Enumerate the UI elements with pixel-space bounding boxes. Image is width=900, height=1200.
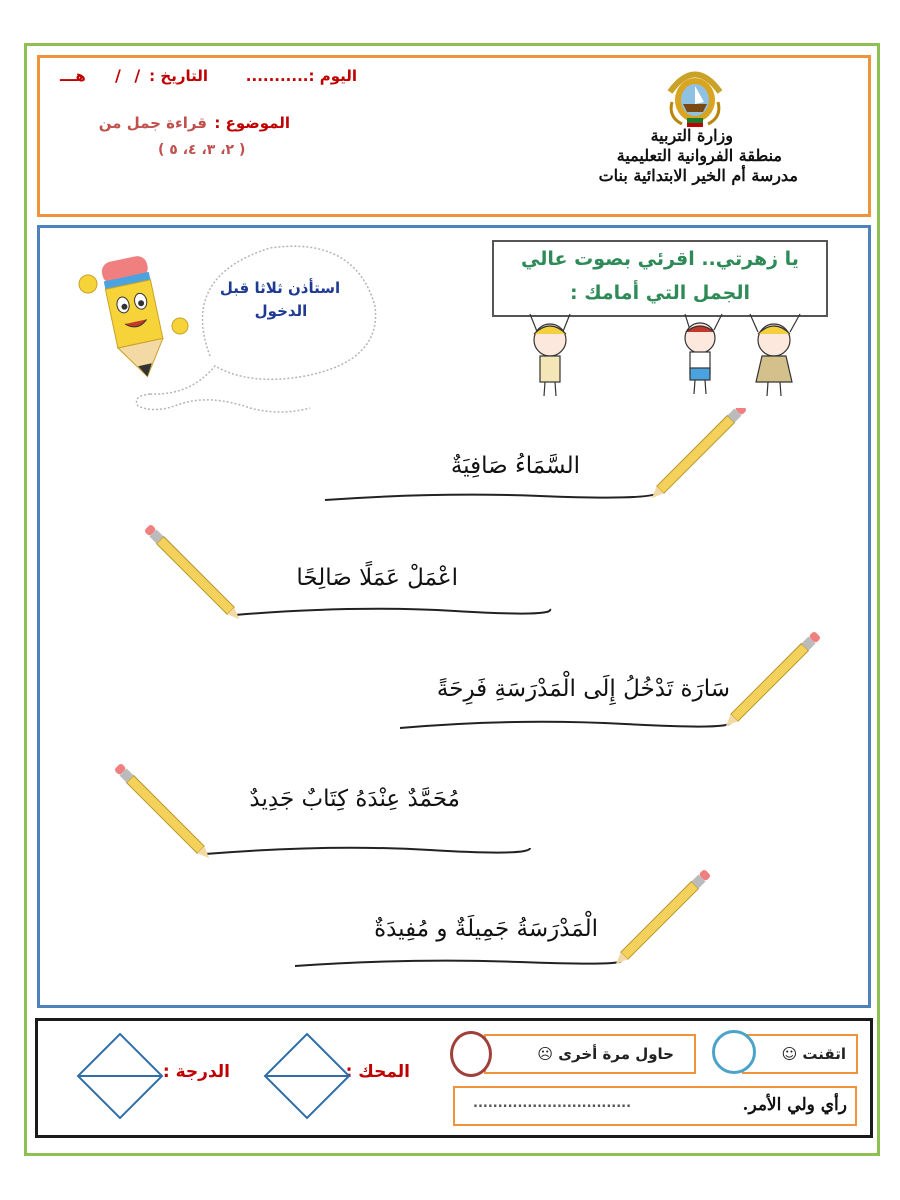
- writing-line-3: [395, 628, 835, 738]
- writing-line-4: [100, 752, 540, 862]
- bubble-line-2: الدخول: [254, 302, 308, 320]
- grade-diamond: [74, 1030, 166, 1122]
- instruction-banner: [492, 240, 828, 317]
- grade-label: الدرجة :: [162, 1062, 230, 1082]
- subject-value: قراءة جمل من: [98, 114, 207, 132]
- banner-line-1: يا زهرتي.. اقرئي بصوت عالي: [521, 248, 799, 270]
- mastered-label: اتقنت ☺: [781, 1045, 846, 1063]
- sentence-2: اعْمَلْ عَمَلًا صَالِحًا: [296, 565, 458, 591]
- sentence-5: الْمَدْرَسَةُ جَمِيلَةٌ و مُفِيدَةٌ: [374, 916, 598, 942]
- try-again-box: [484, 1034, 696, 1074]
- subject-label: الموضوع :: [214, 114, 290, 132]
- criterion-diamond: [261, 1030, 353, 1122]
- pencil-mascot-icon: [74, 248, 194, 388]
- writing-line-1: [320, 408, 760, 508]
- bubble-line-1: استأذن ثلاثا قبل: [219, 279, 341, 297]
- date-slashes: / /: [115, 66, 145, 85]
- writing-line-5: [290, 866, 730, 976]
- ministry-name: وزارة التربية: [650, 126, 733, 145]
- children-illustration-icon: [500, 312, 820, 400]
- sentence-3: سَارَة تَدْخُلُ إِلَى الْمَدْرَسَةِ فَرِحَةً: [436, 676, 730, 702]
- parent-opinion-dots: ................................: [473, 1096, 632, 1111]
- school-name: مدرسة أم الخير الابتدائية بنات: [598, 166, 798, 185]
- date-label: التاريخ :: [149, 67, 208, 85]
- hijri-suffix: هـــ: [60, 67, 86, 85]
- region-name: منطقة الفروانية التعليمية: [616, 146, 782, 165]
- banner-line-2: الجمل التي أمامك :: [570, 282, 750, 304]
- writing-line-2: [125, 515, 565, 625]
- ministry-emblem-icon: [660, 62, 730, 132]
- lesson-numbers: ( ٢، ٣، ٤، ٥ ): [158, 142, 246, 158]
- try-again-circle[interactable]: [450, 1031, 492, 1077]
- sentence-4: مُحَمَّدٌ عِنْدَهُ كِتَابٌ جَدِيدٌ: [249, 786, 460, 812]
- parent-opinion-box: [453, 1086, 857, 1126]
- mastered-box: [742, 1034, 858, 1074]
- day-label: اليوم :...........: [245, 67, 357, 85]
- sentence-1: السَّمَاءُ صَافِيَةٌ: [450, 453, 580, 479]
- parent-opinion-label: رأي ولي الأمر.: [742, 1095, 847, 1115]
- try-again-label: حاول مرة أخرى ☹: [537, 1045, 674, 1063]
- criterion-label: المحك :: [345, 1062, 410, 1082]
- mastered-circle[interactable]: [712, 1030, 756, 1074]
